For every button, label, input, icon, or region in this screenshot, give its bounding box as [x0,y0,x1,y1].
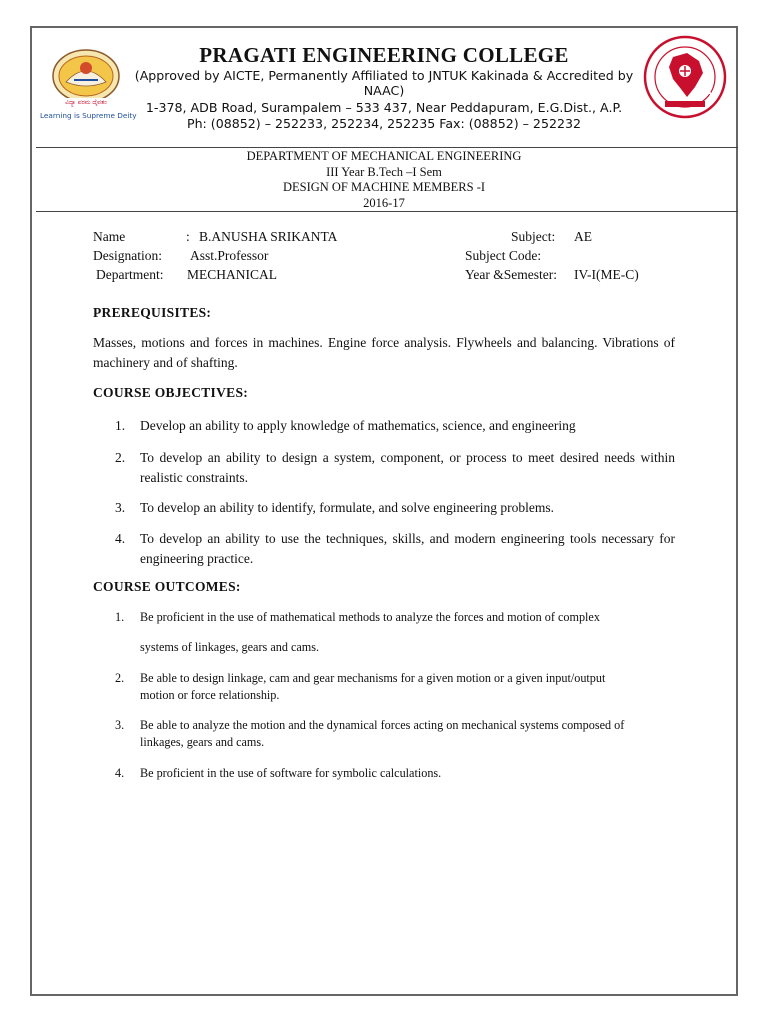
academic-year: 2016-17 [363,195,405,210]
objective-number: 2. [115,450,126,465]
name-separator: : [186,229,190,244]
outcome-text: Be proficient in the use of mathematical methods to analyze the forces and motion of complex [140,610,600,624]
prerequisites-text: Masses, motions and forces in machines. Engine force analysis. Flywheels and balancing. Vibrations of machinery and of shafting. [93,335,675,370]
outcome-text: Be proficient in the use of software for symbolic calculations. [140,766,442,780]
logo-tagline: Learning is Supreme Deity [40,111,137,120]
objective-text: Develop an ability to apply knowledge of mathematics, science, and engineering [140,418,576,433]
outcome-text: Be able to analyze the motion and the dynamical forces acting on mechanical systems composed of linkages, gears and cams. [140,718,625,749]
objective-number: 4. [115,531,126,546]
naac-seal-label: NAAC [695,89,717,97]
outcome-text-continued: systems of linkages, gears and cams. [140,640,320,654]
year-semester-label: Year &Semester: [465,267,557,282]
objective-text: To develop an ability to identify, formulate, and solve engineering problems. [140,500,554,515]
objective-number: 3. [115,500,126,515]
outcome-number: 3. [115,718,125,732]
subject-value: AE [574,229,592,244]
department-label: Department: [96,267,164,282]
objective-text: To develop an ability to design a system, component, or process to meet desired needs within realistic constraints. [140,450,675,485]
header-divider [36,147,738,148]
course-outcomes-heading: COURSE OUTCOMES: [93,579,241,594]
outcome-number: 4. [115,766,125,780]
department-name: DEPARTMENT OF MECHANICAL ENGINEERING [246,149,522,163]
designation-label: Designation: [93,248,162,263]
college-name: PRAGATI ENGINEERING COLLEGE [199,43,569,67]
outcome-text: Be able to design linkage, cam and gear mechanisms for a given motion or a given input/output motion or force relationship. [140,671,606,702]
svg-text:ವಿದ್ಯಾ ಪರಮ ದೈವತಂ: ವಿದ್ಯಾ ಪರಮ ದೈವತಂ [65,99,107,106]
college-address: 1-378, ADB Road, Surampalem – 533 437, Near Peddapuram, E.G.Dist., A.P. [145,100,623,115]
outcome-number: 2. [115,671,125,685]
year-semester-value: IV-I(ME-C) [574,267,639,282]
approval-line: (Approved by AICTE, Permanently Affiliated to JNTUK Kakinada & Accredited by [134,68,634,83]
prerequisites-heading: PREREQUISITES: [93,305,212,320]
college-contact: Ph: (08852) – 252233, 252234, 252235 Fax: (08852) – 252232 [186,116,582,131]
course-title: DESIGN OF MACHINE MEMBERS -I [282,180,486,194]
outcome-number: 1. [115,610,125,624]
name-value: B.ANUSHA SRIKANTA [199,229,338,244]
objective-text: To develop an ability to use the techniques, skills, and modern engineering tools necessary for engineering practice. [140,531,675,566]
department-divider [36,211,738,212]
course-objectives-heading: COURSE OBJECTIVES: [93,385,249,400]
approval-line-continued: NAAC) [363,83,405,98]
name-label: Name [93,229,126,244]
designation-value: Asst.Professor [190,248,269,263]
subject-label: Subject: [511,229,556,244]
subject-code-label: Subject Code: [465,248,542,263]
objective-number: 1. [115,418,126,433]
department-block [0,149,768,211]
department-value: MECHANICAL [187,267,277,282]
department-year-sem: III Year B.Tech –I Sem [326,164,442,179]
